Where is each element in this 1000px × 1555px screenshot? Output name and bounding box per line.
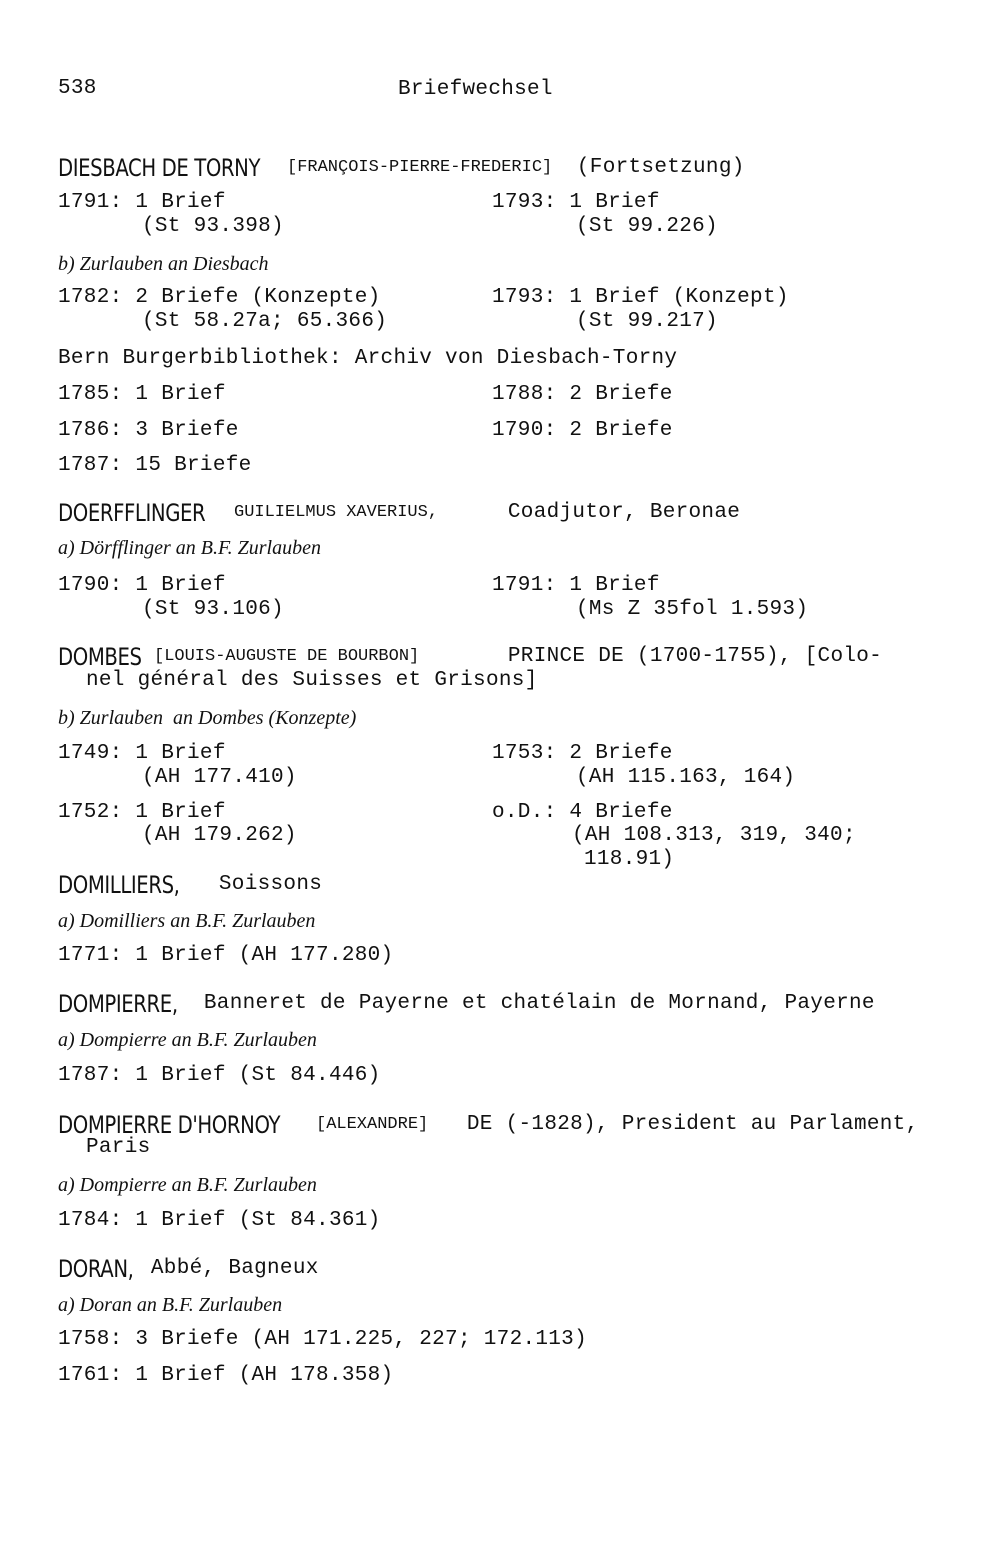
subsection-heading: a) Dörfflinger an B.F. Zurlauben (58, 537, 321, 559)
letter-reference: (AH 177.410) (142, 766, 297, 789)
entry-name: DOMBES (58, 643, 142, 671)
letter-reference: 118.91) (584, 848, 675, 871)
letter-reference: (AH 108.313, 319, 340; (572, 824, 856, 847)
subsection-heading: a) Dompierre an B.F. Zurlauben (58, 1174, 317, 1196)
entry-name: DOERFFLINGER (58, 499, 206, 527)
entry-descriptor: Abbé, Bagneux (138, 1257, 319, 1280)
subsection-heading: a) Domilliers an B.F. Zurlauben (58, 910, 316, 932)
entry-heading-dompierre (58, 989, 875, 1019)
entry-caps: [LOUIS-AUGUSTE DE BOURBON] (154, 647, 420, 666)
letter-reference: (AH 179.262) (142, 824, 297, 847)
entry-descriptor: DE (-1828), President au Parlament, (454, 1113, 919, 1136)
letter-entry: 1791: 1 Brief (492, 574, 660, 597)
entry-heading-doran (58, 1254, 319, 1284)
letter-entry: 1793: 1 Brief (Konzept) (492, 286, 789, 309)
archive-note: Bern Burgerbibliothek: Archiv von Diesbach-Torny (58, 347, 678, 370)
letter-entry: 1753: 2 Briefe (492, 742, 673, 765)
entry-descriptor: (Fortsetzung) (564, 156, 745, 179)
entry-name: DOMPIERRE, (58, 990, 178, 1018)
letter-entry: 1790: 1 Brief (58, 574, 226, 597)
letter-entry: 1787: 15 Briefe (58, 454, 252, 477)
entry-caps: [FRANÇOIS-PIERRE-FREDERIC] (287, 158, 553, 177)
entry-name: DOMPIERRE D'HORNOY (58, 1111, 281, 1139)
entry-continuation: Paris (86, 1136, 151, 1159)
letter-entry: 1785: 1 Brief (58, 383, 226, 406)
subsection-heading: b) Zurlauben an Diesbach (58, 253, 269, 275)
subsection-heading: a) Doran an B.F. Zurlauben (58, 1294, 283, 1316)
letter-entry: 1758: 3 Briefe (AH 171.225, 227; 172.113) (58, 1328, 587, 1351)
letter-reference: (Ms Z 35fol 1.593) (576, 598, 809, 621)
letter-entry: 1791: 1 Brief (58, 191, 226, 214)
letter-reference: (St 93.106) (142, 598, 284, 621)
entry-heading-domilliers (58, 870, 323, 900)
entry-name: DORAN, (58, 1255, 134, 1283)
letter-entry: o.D.: 4 Briefe (492, 801, 673, 824)
entry-heading-diesbach (58, 153, 745, 183)
letter-entry: 1786: 3 Briefe (58, 419, 239, 442)
letter-reference: (St 99.217) (576, 310, 718, 333)
page-number: 538 (58, 77, 97, 100)
letter-entry: 1793: 1 Brief (492, 191, 660, 214)
entry-heading-doerfflinger (58, 498, 741, 528)
letter-reference: (St 58.27a; 65.366) (142, 310, 388, 333)
entry-name: DIESBACH DE TORNY (58, 154, 261, 182)
entry-descriptor: Banneret de Payerne et chatélain de Mornand, Payerne (191, 992, 875, 1015)
letter-entry: 1761: 1 Brief (AH 178.358) (58, 1364, 394, 1387)
letter-entry: 1752: 1 Brief (58, 801, 226, 824)
letter-entry: 1787: 1 Brief (St 84.446) (58, 1064, 381, 1087)
letter-entry: 1790: 2 Briefe (492, 419, 673, 442)
entry-name: DOMILLIERS, (58, 871, 180, 899)
entry-descriptor: Coadjutor, Beronae (495, 501, 741, 524)
letter-entry: 1784: 1 Brief (St 84.361) (58, 1209, 381, 1232)
entry-descriptor: PRINCE DE (1700-1755), [Colo- (495, 645, 883, 668)
running-title: Briefwechsel (398, 78, 553, 101)
entry-caps: GUILIELMUS XAVERIUS, (234, 503, 439, 522)
letter-entry: 1782: 2 Briefe (Konzepte) (58, 286, 381, 309)
letter-entry: 1788: 2 Briefe (492, 383, 673, 406)
letter-reference: (AH 115.163, 164) (576, 766, 796, 789)
letter-reference: (St 99.226) (576, 215, 718, 238)
entry-continuation: nel général des Suisses et Grisons] (86, 669, 538, 692)
letter-reference: (St 93.398) (142, 215, 284, 238)
entry-descriptor: Soissons (206, 873, 323, 896)
letter-entry: 1771: 1 Brief (AH 177.280) (58, 944, 394, 967)
entry-caps: [ALEXANDRE] (316, 1115, 429, 1134)
letter-entry: 1749: 1 Brief (58, 742, 226, 765)
subsection-heading: a) Dompierre an B.F. Zurlauben (58, 1029, 317, 1051)
subsection-heading: b) Zurlauben an Dombes (Konzepte) (58, 707, 357, 729)
